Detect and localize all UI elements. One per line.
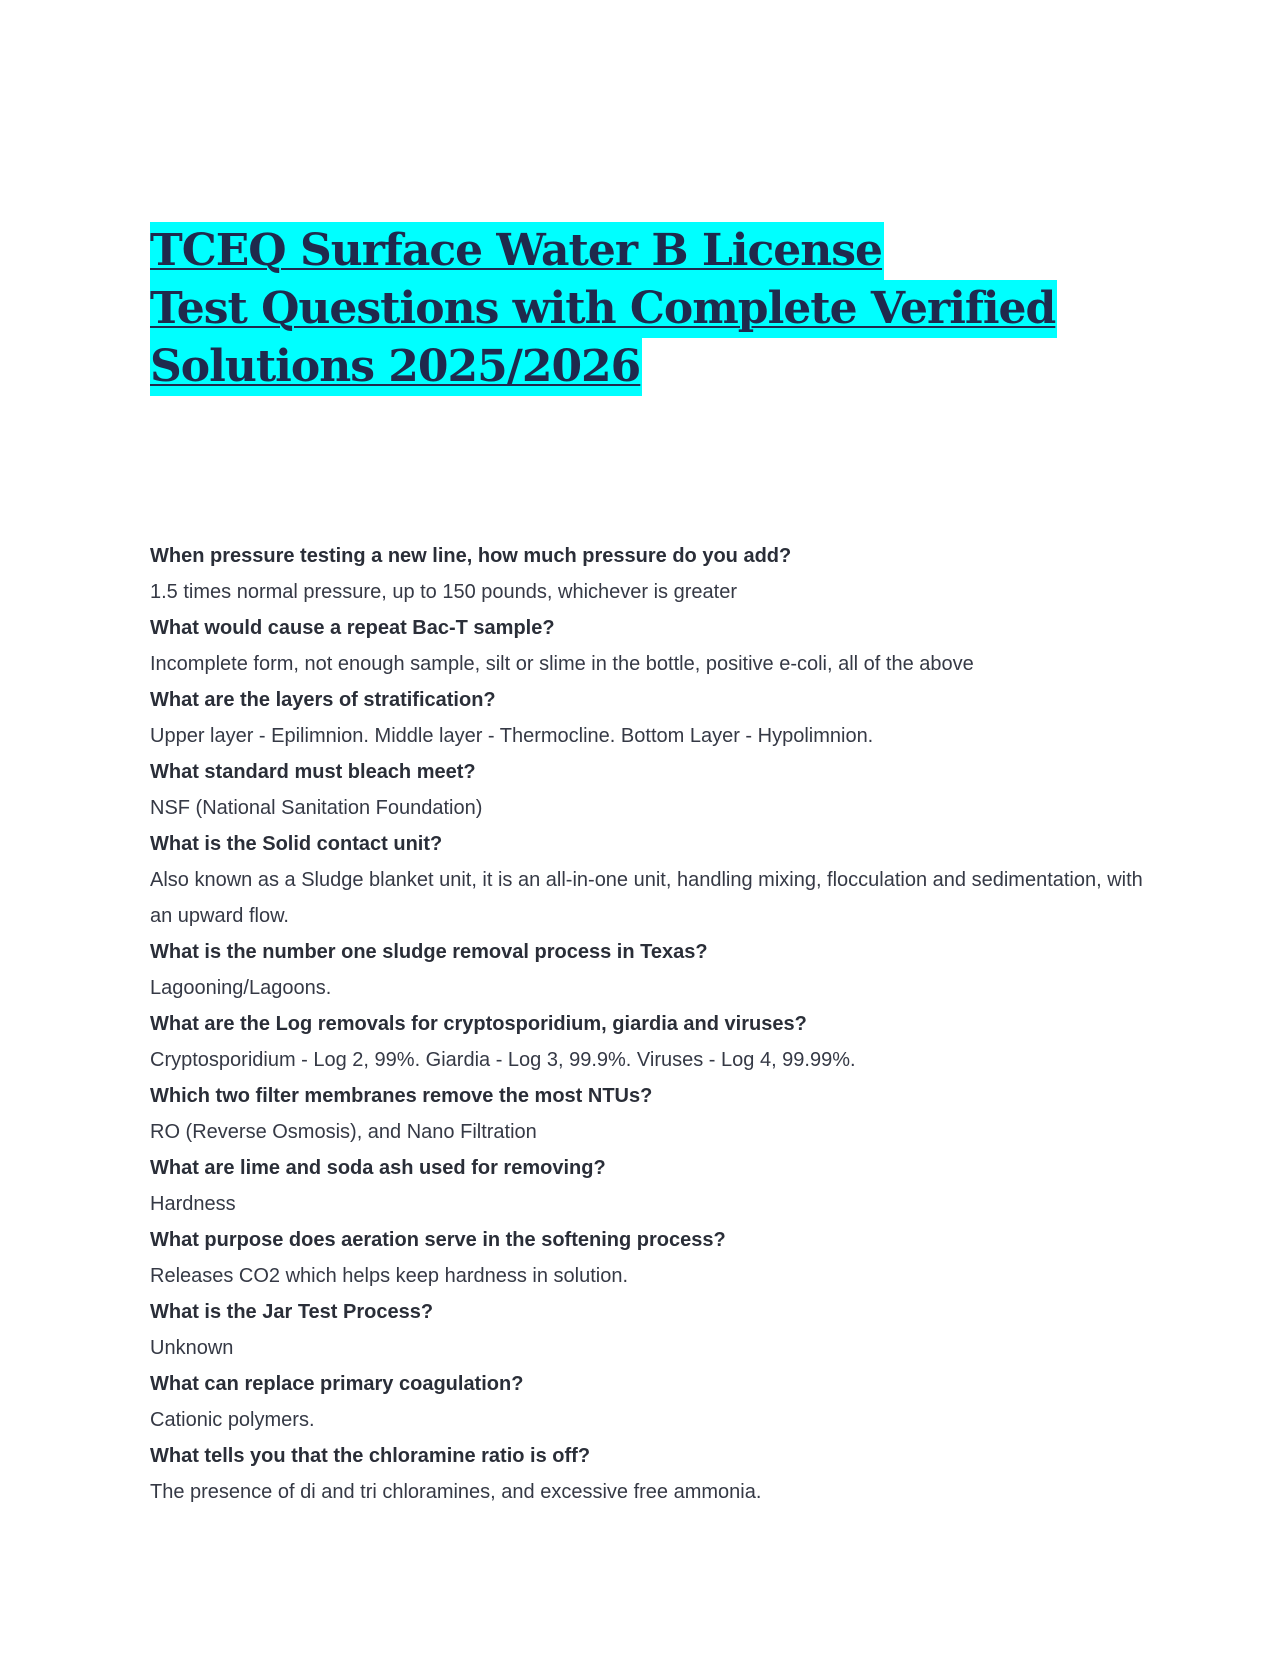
answer-text: Hardness [150,1193,236,1215]
qa-item [150,610,1150,682]
answer-text: NSF (National Sanitation Foundation) [150,797,483,819]
question-text: What are the layers of stratification? [150,689,496,711]
question-text: What is the Solid contact unit? [150,833,443,855]
document-title [150,222,1150,396]
answer-text: Also known as a Sludge blanket unit, it is an all-in-one unit, handling mixing, flocculation and sedimentation, with an upward flow. [150,869,1143,927]
answer-text: Incomplete form, not enough sample, silt or slime in the bottle, positive e-coli, all of the above [150,653,974,675]
qa-item [150,1006,1150,1078]
answer-text: 1.5 times normal pressure, up to 150 pounds, whichever is greater [150,581,737,603]
question-text: What is the Jar Test Process? [150,1301,434,1323]
question-text: When pressure testing a new line, how much pressure do you add? [150,545,792,567]
question-text: What can replace primary coagulation? [150,1373,524,1395]
qa-item [150,934,1150,1006]
answer-text: Lagooning/Lagoons. [150,977,332,999]
title-line-2: Test Questions with Complete Verified [150,280,1057,338]
question-text: Which two filter membranes remove the most NTUs? [150,1085,653,1107]
qa-item [150,1222,1150,1294]
answer-text: The presence of di and tri chloramines, and excessive free ammonia. [150,1481,762,1503]
answer-text: Unknown [150,1337,234,1359]
answer-text: Cryptosporidium - Log 2, 99%. Giardia - Log 3, 99.9%. Viruses - Log 4, 99.99%. [150,1049,856,1071]
question-text: What purpose does aeration serve in the softening process? [150,1229,726,1251]
question-text: What is the number one sludge removal process in Texas? [150,941,708,963]
answer-text: Upper layer - Epilimnion. Middle layer - Thermocline. Bottom Layer - Hypolimnion. [150,725,874,747]
qa-item [150,826,1150,934]
question-text: What would cause a repeat Bac-T sample? [150,617,555,639]
qa-list [150,538,1150,1510]
question-text: What standard must bleach meet? [150,761,476,783]
question-text: What are the Log removals for cryptosporidium, giardia and viruses? [150,1013,807,1035]
title-line-3: Solutions 2025/2026 [150,338,642,396]
qa-item [150,1150,1150,1222]
qa-item [150,538,1150,610]
question-text: What are lime and soda ash used for removing? [150,1157,606,1179]
qa-item [150,1438,1150,1510]
qa-item [150,1294,1150,1366]
answer-text: Cationic polymers. [150,1409,315,1431]
answer-text: RO (Reverse Osmosis), and Nano Filtration [150,1121,537,1143]
qa-item [150,1078,1150,1150]
title-line-1: TCEQ Surface Water B License [150,222,884,280]
qa-item [150,754,1150,826]
qa-item [150,1366,1150,1438]
qa-item [150,682,1150,754]
answer-text: Releases CO2 which helps keep hardness in solution. [150,1265,629,1287]
question-text: What tells you that the chloramine ratio is off? [150,1445,591,1467]
